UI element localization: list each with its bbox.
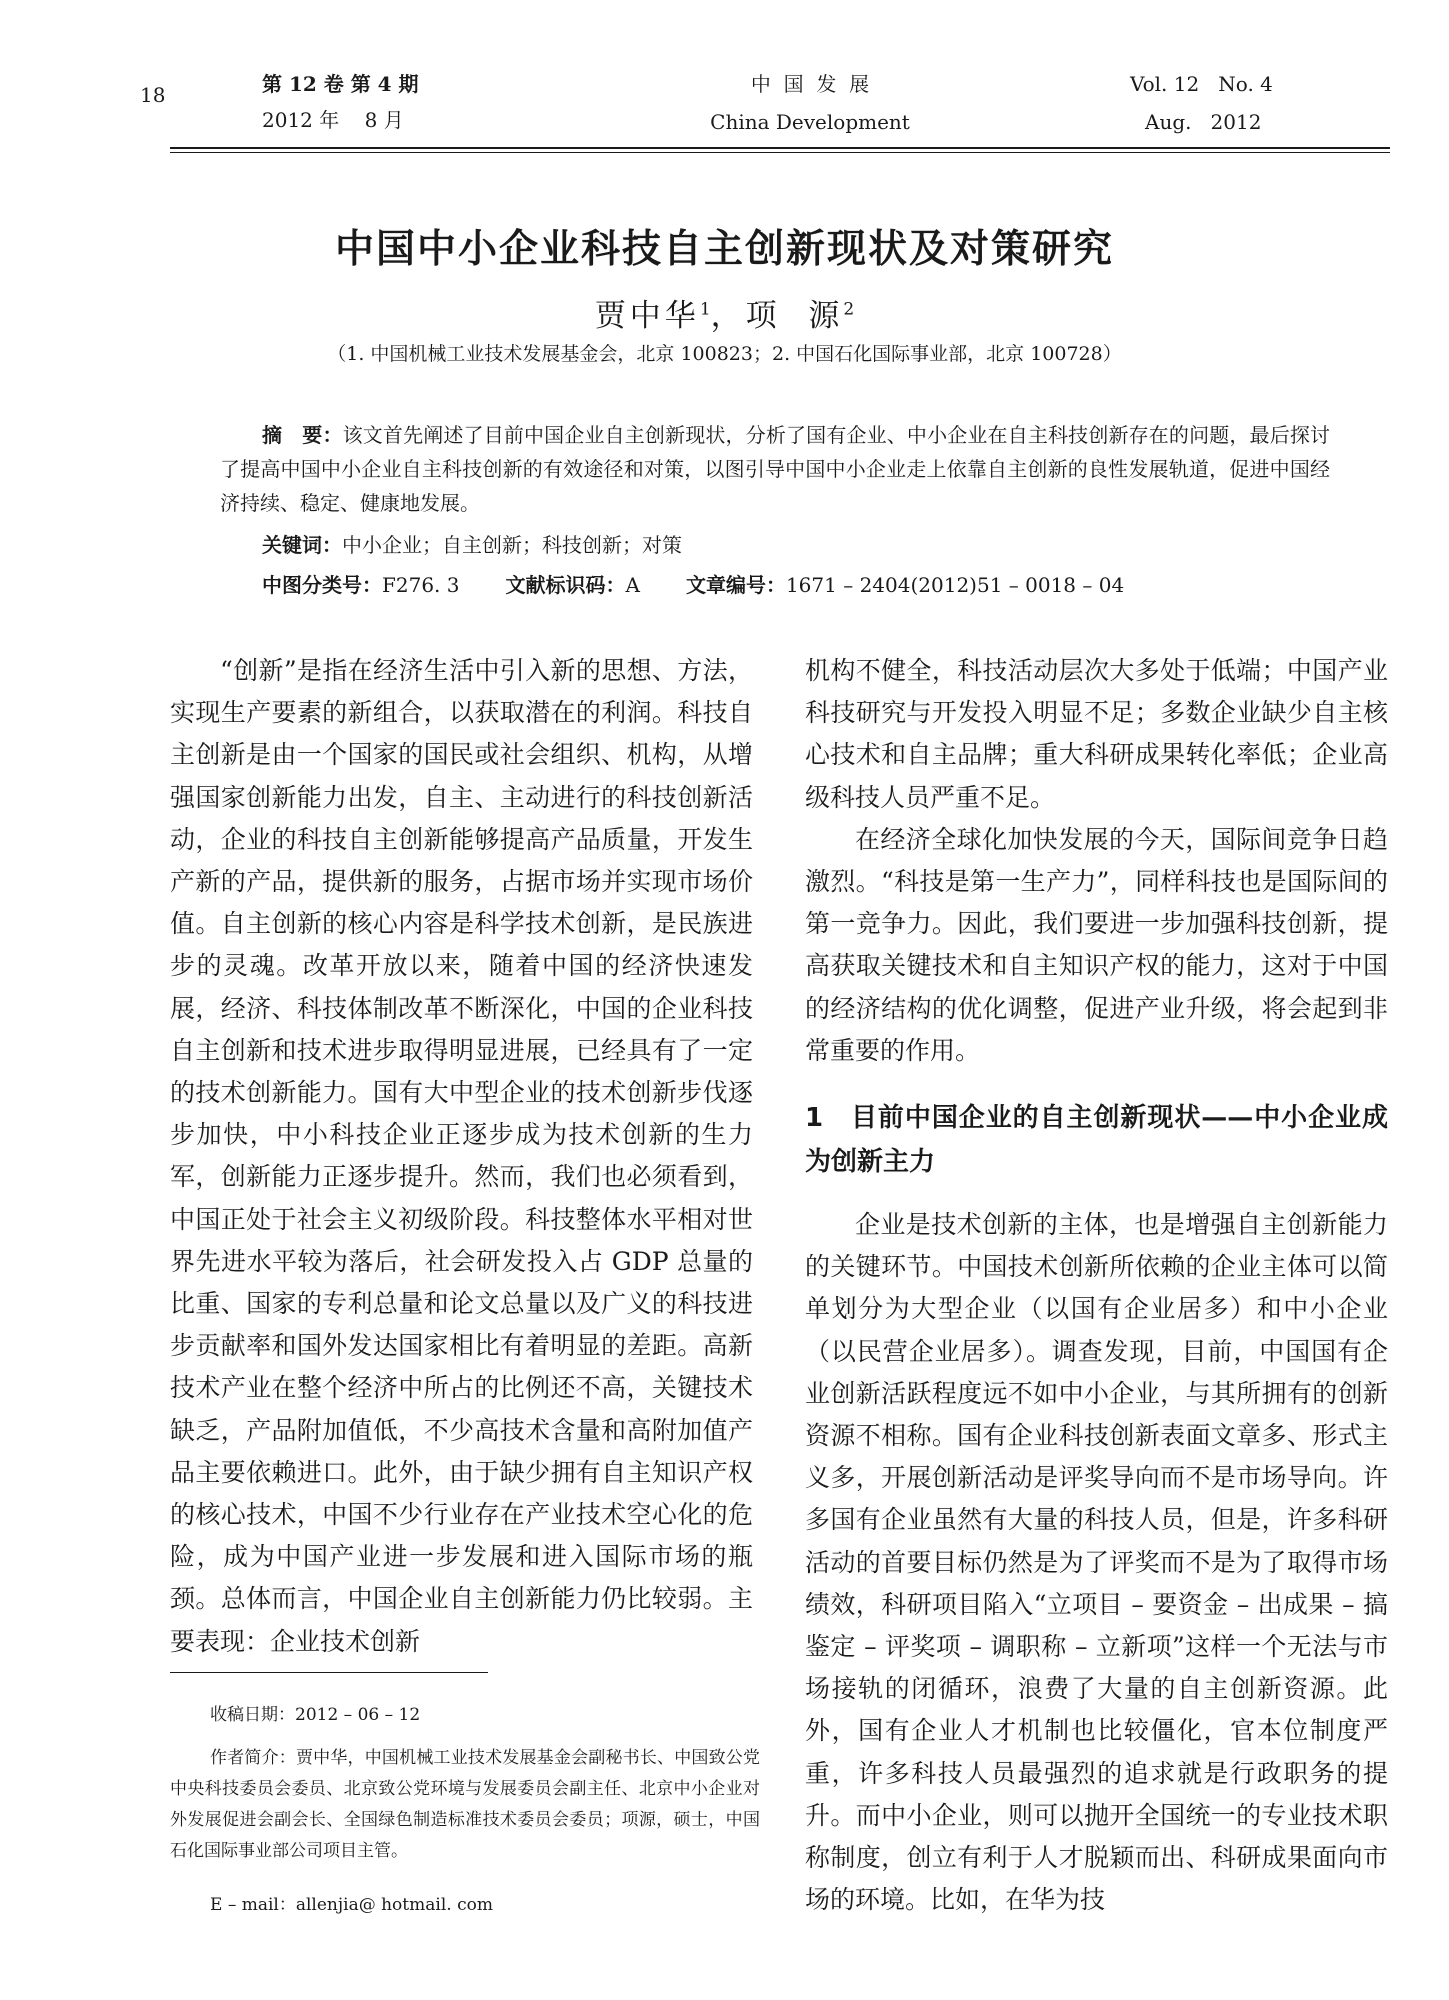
section-heading: 1 目前中国企业的自主创新现状——中小企业成为创新主力 — [805, 1103, 1388, 1178]
journal-name-en: China Development — [710, 110, 910, 134]
footnote-author-bio: 作者简介：贾中华，中国机械工业技术发展基金会副秘书长、中国致公党中央科技委员会委员、北京致公党环境与发展委员会副主任、北京中小企业对外发展促进会副会长、全国绿色制造标准技术委员会委员；项源，硕士，中国石化国际事业部公司项目主管。 — [170, 1748, 760, 1861]
volume-issue-en: Vol. 12 No. 4 — [1130, 72, 1273, 96]
keywords-text: 中小企业；自主创新；科技创新；对策 — [342, 533, 682, 557]
author-separator: ， — [710, 298, 746, 334]
date-en: Aug. 2012 — [1145, 110, 1262, 134]
doc-code-value: A — [625, 573, 640, 597]
clc-value: F276. 3 — [382, 573, 460, 597]
keywords — [262, 530, 1312, 560]
body-left-column — [170, 650, 753, 1663]
keywords-label: 关键词： — [262, 533, 342, 557]
footnote-email: E – mail：allenjia@ hotmail. com — [210, 1895, 493, 1915]
author-2-sup: 2 — [843, 299, 855, 320]
volume-issue-cn: 第 12 卷 第 4 期 — [262, 72, 419, 96]
article-id-label: 文章编号： — [685, 573, 786, 597]
header-rule — [170, 147, 1390, 149]
article-title: 中国中小企业科技自主创新现状及对策研究 — [334, 227, 1114, 272]
body-paragraph: 在经济全球化加快发展的今天，国际间竞争日趋激烈。“科技是第一生产力”，同样科技也是国际间的第一竞争力。因此，我们要进一步加强科技创新，提高获取关键技术和自主知识产权的能力，这对于中国的经济结构的优化调整，促进产业升级，将会起到非常重要的作用。 — [805, 824, 1388, 1065]
authors — [0, 290, 1449, 335]
abstract-label: 摘 要： — [262, 423, 343, 447]
doc-code-label: 文献标识码： — [505, 573, 626, 597]
footnote-rule — [170, 1672, 488, 1673]
article-id-value: 1671 – 2404(2012)51 – 0018 – 04 — [785, 573, 1125, 597]
classification-line — [262, 570, 1362, 600]
footnote-received: 收稿日期：2012 – 06 – 12 — [210, 1705, 421, 1725]
date-cn: 2012 年 8 月 — [262, 108, 404, 132]
author-1-sup: 1 — [699, 299, 711, 320]
abstract — [220, 418, 1330, 520]
body-paragraph: 企业是技术创新的主体，也是增强自主创新能力的关键环节。中国技术创新所依赖的企业主体可以简单划分为大型企业（以国有企业居多）和中小企业（以民营企业居多）。调查发现，目前，中国国有企业创新活跃程度远不如中小企业，与其所拥有的创新资源不相称。国有企业科技创新表面文章多、形式主义多，开展创新活动是评奖导向而不是市场导向。许多国有企业虽然有大量的科技人员，但是，许多科研活动的首要目标仍然是为了评奖而不是为了取得市场绩效，科研项目陷入“立项目 – 要资金 – 出成果 – 搞鉴定 – 评奖项 – 调职称 – 立新项”这样一个无法与市场接轨的闭循环，浪费了大量的自主创新资源。此外，国有企业人才机制也比较僵化，官本位制度严重，许多科技人员最强烈的追求就是行政职务的提升。而中小企业，则可以抛开全国统一的专业技术职称制度，创立有利于人才脱颖而出、科研成果面向市场的环境。比如，在华为技 — [805, 1210, 1388, 1915]
page-number: 18 — [140, 83, 166, 107]
abstract-text: 该文首先阐述了目前中国企业自主创新现状，分析了国有企业、中小企业在自主科技创新存在的问题，最后探讨了提高中国中小企业自主科技创新的有效途径和对策，以图引导中国中小企业走上依靠自主创新的良性发展轨道，促进中国经济持续、稳定、健康地发展。 — [220, 423, 1331, 515]
body-paragraph: 机构不健全，科技活动层次大多处于低端；中国产业科技研究与开发投入明显不足；多数企业缺少自主核心技术和自主品牌；重大科研成果转化率低；企业高级科技人员严重不足。 — [805, 656, 1388, 812]
affiliation: （1. 中国机械工业技术发展基金会，北京 100823；2. 中国石化国际事业部，北京 100728） — [327, 343, 1122, 365]
body-right-column — [805, 650, 1388, 1921]
clc-label: 中图分类号： — [262, 573, 382, 597]
author-2: 项 源 — [745, 298, 844, 334]
body-paragraph: “创新”是指在经济生活中引入新的思想、方法，实现生产要素的新组合，以获取潜在的利润。科技自主创新是由一个国家的国民或社会组织、机构，从增强国家创新能力出发，自主、主动进行的科技创新活动，企业的科技自主创新能够提高产品质量，开发生产新的产品，提供新的服务，占据市场并实现市场价值。自主创新的核心内容是科学技术创新，是民族进步的灵魂。改革开放以来，随着中国的经济快速发展，经济、科技体制改革不断深化，中国的企业科技自主创新和技术进步取得明显进展，已经具有了一定的技术创新能力。国有大中型企业的技术创新步伐逐步加快，中小科技企业正逐步成为技术创新的生力军，创新能力正逐步提升。然而，我们也必须看到，中国正处于社会主义初级阶段。科技整体水平相对世界先进水平较为落后，社会研发投入占 GDP 总量的比重、国家的专利总量和论文总量以及广义的科技进步贡献率和国外发达国家相比有着明显的差距。高新技术产业在整个经济中所占的比例还不高，关键技术缺乏，产品附加值低，不少高技术含量和高附加值产品主要依赖进口。此外，由于缺少拥有自主知识产权的核心技术，中国不少行业存在产业技术空心化的危险，成为中国产业进一步发展和进入国际市场的瓶颈。总体而言，中国企业自主创新能力仍比较弱。主要表现：企业技术创新 — [170, 656, 753, 1656]
journal-name-cn: 中 国 发 展 — [750, 72, 870, 96]
header-rule-thin — [170, 152, 1390, 153]
author-1: 贾中华 — [594, 298, 700, 334]
